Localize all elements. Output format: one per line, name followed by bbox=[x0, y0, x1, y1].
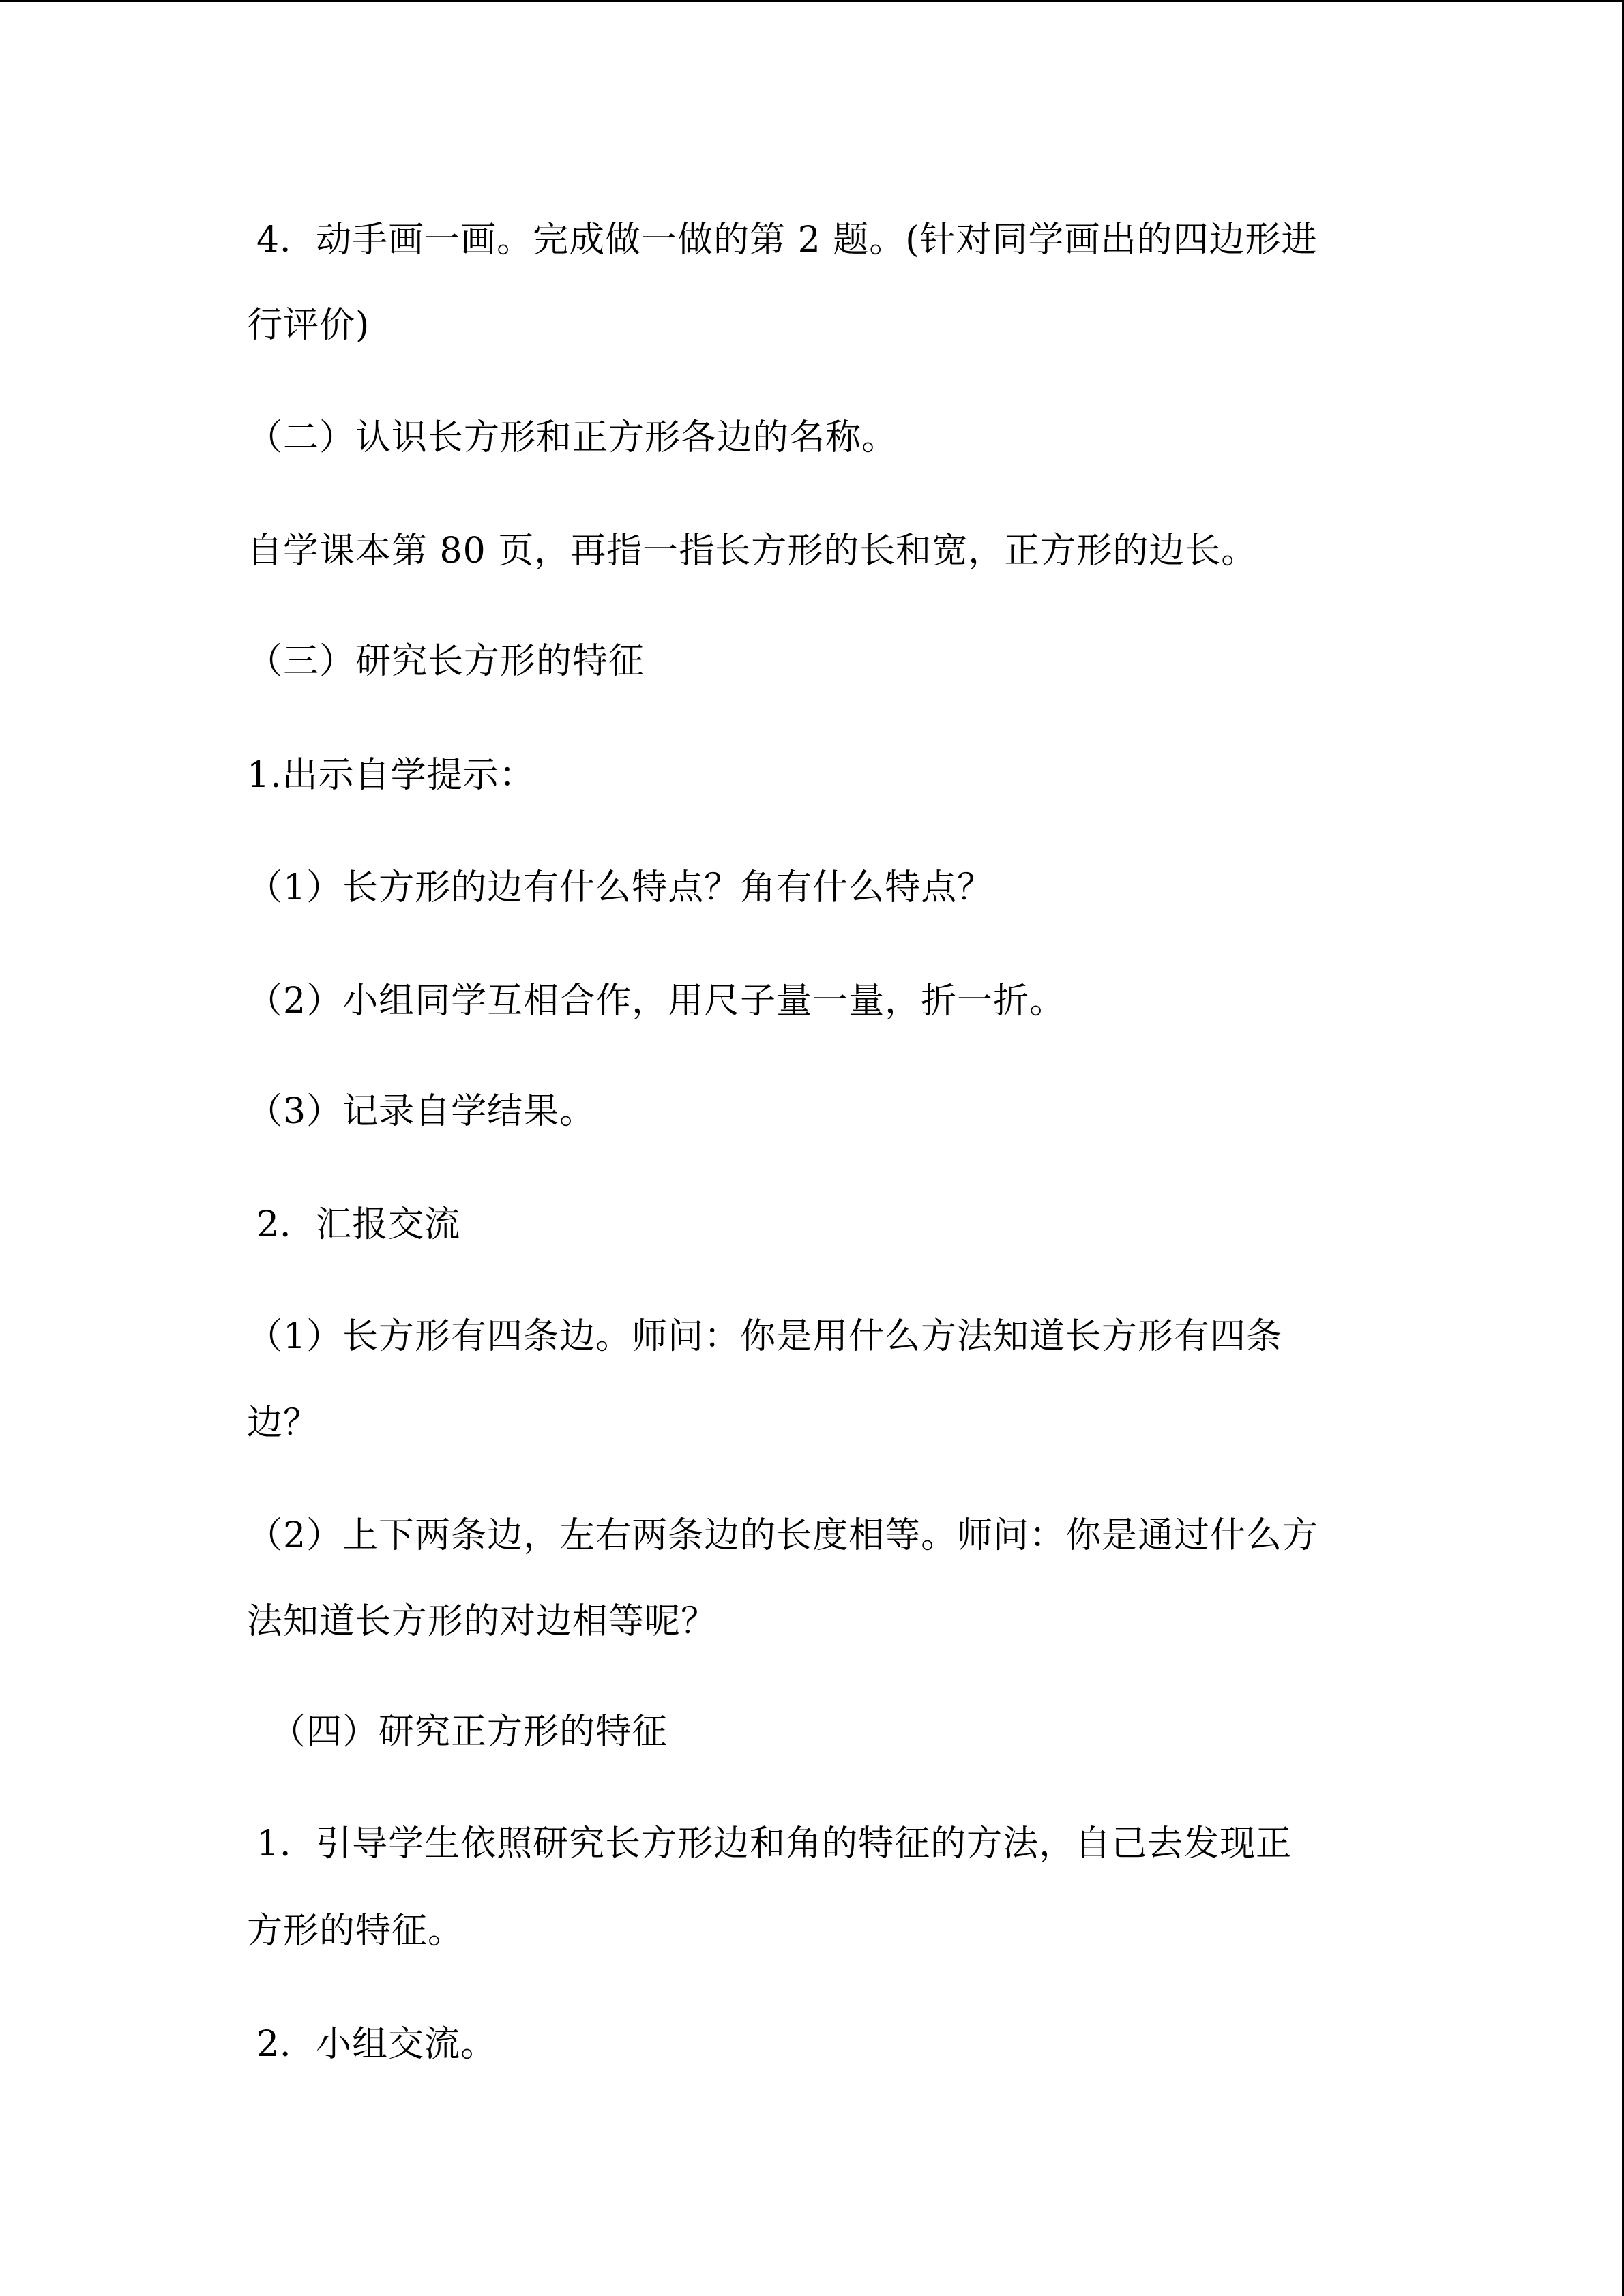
text-line-11: （1）长方形有四条边。师问：你是用什么方法知道长方形有四条 bbox=[247, 1316, 1283, 1357]
text-line-16: 1．引导学生依照研究长方形边和角的特征的方法，自己去发现正 bbox=[256, 1823, 1293, 1864]
section-heading-3: （三）研究长方形的特征 bbox=[247, 641, 645, 682]
text-line-12: 边？ bbox=[247, 1403, 320, 1444]
section-heading-4: （四）研究正方形的特征 bbox=[270, 1712, 668, 1753]
text-line-18: 2．小组交流。 bbox=[256, 2024, 497, 2065]
text-line-7: （1）长方形的边有什么特点？角有什么特点？ bbox=[247, 867, 994, 908]
text-line-9: （3）记录自学结果。 bbox=[247, 1091, 596, 1132]
text-line-14: 法知道长方形的对边相等呢？ bbox=[247, 1601, 718, 1642]
text-line-4: 自学课本第 80 页，再指一指长方形的长和宽，正方形的边长。 bbox=[247, 531, 1258, 571]
text-line-10: 2．汇报交流 bbox=[256, 1204, 461, 1245]
text-line-6: 1.出示自学提示： bbox=[247, 755, 535, 796]
text-line-8: （2）小组同学互相合作，用尺子量一量，折一折。 bbox=[247, 981, 1066, 1022]
text-line-1: 4．动手画一画。完成做一做的第 2 题。(针对同学画出的四边形进 bbox=[256, 220, 1318, 260]
section-heading-2: （二）认识长方形和正方形各边的名称。 bbox=[247, 417, 898, 458]
text-line-13: （2）上下两条边，左右两条边的长度相等。师问：你是通过什么方 bbox=[247, 1515, 1319, 1556]
text-line-2: 行评价) bbox=[247, 305, 370, 346]
text-line-17: 方形的特征。 bbox=[247, 1911, 464, 1952]
